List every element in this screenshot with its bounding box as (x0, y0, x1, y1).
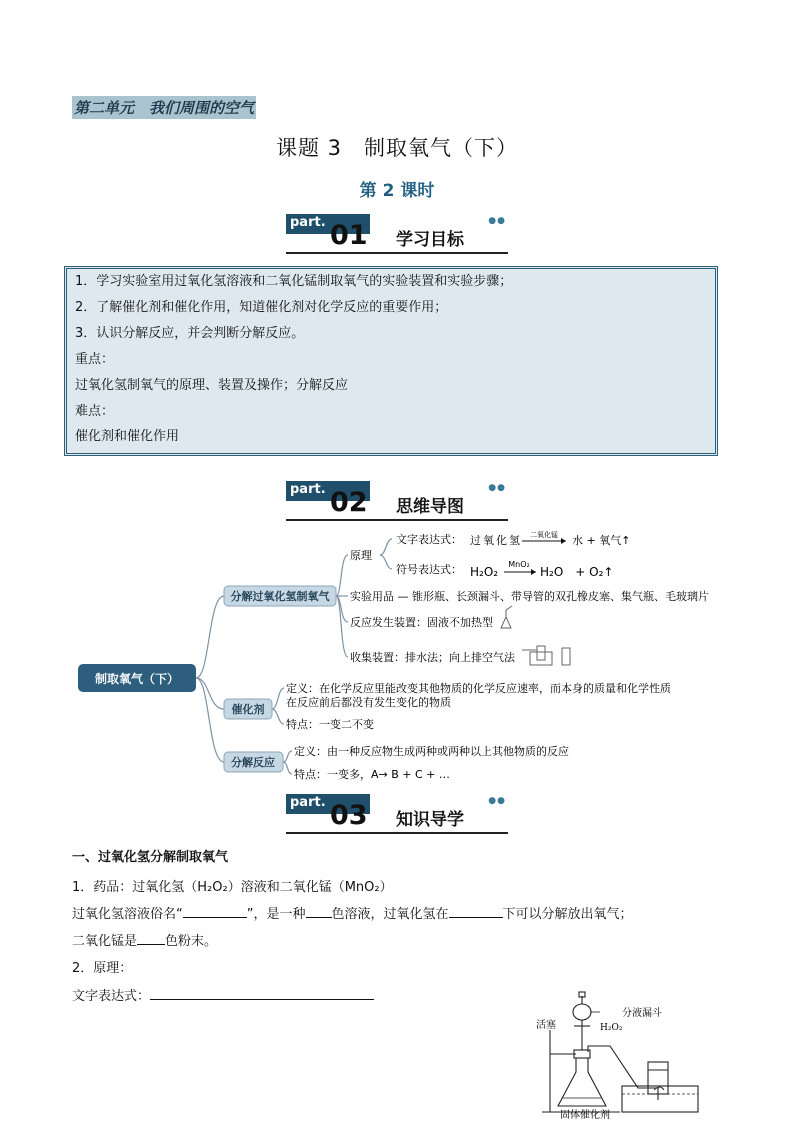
catalyst-definition-cont: 在反应前后都没有发生变化的物质 (286, 696, 451, 709)
funnel-label: 分液漏斗 (622, 1008, 662, 1019)
decomposition-feature: 特点：一变多，A→ B + C + … (294, 768, 450, 781)
collection-device-text: 收集装置：排水法；向上排空气法 (350, 651, 515, 664)
word-eq-catalyst: 二氧化锰 (530, 531, 558, 539)
apparatus-diagram (530, 990, 740, 1120)
decor-dots-icon: ●● (488, 796, 506, 806)
part-underline (286, 832, 508, 834)
supplies-text: 实验用品 — 锥形瓶、长颈漏斗、带导管的双孔橡皮塞、集气瓶、毛玻璃片 (350, 590, 709, 603)
part-underline (286, 252, 508, 254)
part-number: 02 (330, 487, 368, 518)
part-underline (286, 519, 508, 521)
blank-condition[interactable] (449, 904, 503, 918)
sym-eq-products: H₂O + O₂↑ (540, 565, 614, 579)
blank-common-name[interactable] (183, 904, 247, 918)
part-number: 01 (330, 220, 368, 251)
decor-dots-icon: ●● (488, 216, 506, 226)
difficulty-text: 催化剂和催化作用 (75, 429, 180, 444)
reaction-device-text: 反应发生装置：固液不加热型 (350, 616, 493, 629)
mindmap-branch-label: 分解反应 (231, 756, 275, 769)
part-tag: part. (290, 482, 326, 497)
mindmap-branch-label: 分解过氧化氢制氧气 (230, 590, 330, 603)
blank-color[interactable] (306, 904, 332, 918)
difficulty-label: 难点： (75, 404, 115, 419)
catalyst-feature: 特点：一变二不变 (286, 718, 374, 731)
text-fragment: 二氧化锰是 (72, 934, 138, 949)
key-point-text: 过氧化氢制氧气的原理、装置及操作；分解反应 (75, 378, 349, 393)
goal-line: 1．学习实验室用过氧化氢溶液和二氧化锰制取氧气的实验装置和实验步骤； (75, 274, 513, 289)
learning-goals-box (64, 266, 718, 456)
decor-dots-icon: ●● (488, 483, 506, 493)
part-label: 思维导图 (396, 497, 464, 517)
section-heading: 一、过氧化氢分解制取氧气 (72, 850, 229, 865)
part-01-header (286, 214, 508, 254)
unit-title: 第二单元 我们周围的空气 (72, 96, 256, 119)
principle-label: 原理 (350, 549, 372, 562)
word-eq-products: 水 + 氧气↑ (572, 534, 631, 547)
page-title: 课题 3 制取氧气（下） (275, 136, 519, 160)
sym-eq-label: 符号表达式： (396, 563, 462, 576)
flask-icon (501, 606, 512, 628)
word-eq-label: 文字表达式： (72, 989, 151, 1004)
part-number: 03 (330, 800, 368, 831)
part-label: 学习目标 (396, 230, 464, 250)
lesson-subtitle: 第 2 课时 (359, 181, 435, 201)
part-03-header (286, 794, 508, 834)
decomposition-definition: 定义：由一种反应物生成两种或两种以上其他物质的反应 (294, 745, 569, 758)
fill-blank-line (72, 930, 217, 949)
key-point-label: 重点： (75, 352, 115, 367)
h2o2-label: H₂O₂ (600, 1023, 623, 1033)
sym-eq-catalyst: MnO₂ (508, 560, 530, 569)
blank-word-equation[interactable] (150, 986, 374, 1000)
arrow-head-icon (531, 569, 536, 575)
arrow-head-icon (561, 538, 566, 544)
text-fragment: 色溶液，过氧化氢在 (331, 907, 449, 922)
fill-blank-line (72, 903, 633, 922)
mindmap-branch-label: 催化剂 (231, 703, 265, 716)
text-fragment: ”，是一种 (246, 907, 306, 922)
word-eq-reactant: 过氧化氢 (470, 534, 522, 547)
stopcock-label: 活塞 (536, 1020, 556, 1031)
part-02-header (286, 481, 508, 521)
goal-line: 2．了解催化剂和催化作用，知道催化剂对化学反应的重要作用； (75, 300, 448, 315)
catalyst-label: 固体催化剂 (560, 1110, 610, 1120)
section-item-2: 2．原理： (72, 961, 133, 976)
blank-mno2-color[interactable] (137, 931, 165, 945)
text-fragment: 色粉末。 (165, 934, 218, 949)
section-item-1: 1．药品：过氧化氢（H₂O₂）溶液和二氧化锰（MnO₂） (72, 880, 393, 895)
catalyst-definition: 定义：在化学反应里能改变其他物质的化学反应速率，而本身的质量和化学性质 (286, 682, 671, 695)
text-fragment: 下可以分解放出氧气； (502, 907, 633, 922)
goal-line: 3．认识分解反应，并会判断分解反应。 (75, 326, 305, 341)
mindmap-root-label: 制取氧气（下） (94, 672, 180, 686)
mind-map (0, 526, 794, 788)
gas-collection-icon (522, 646, 570, 665)
word-eq-label: 文字表达式： (396, 533, 462, 546)
part-tag: part. (290, 795, 326, 810)
text-fragment: 过氧化氢溶液俗名“ (72, 907, 183, 922)
part-tag: part. (290, 215, 326, 230)
sym-eq-reactant: H₂O₂ (470, 565, 499, 579)
word-equation-line (72, 985, 374, 1004)
part-label: 知识导学 (396, 810, 464, 830)
